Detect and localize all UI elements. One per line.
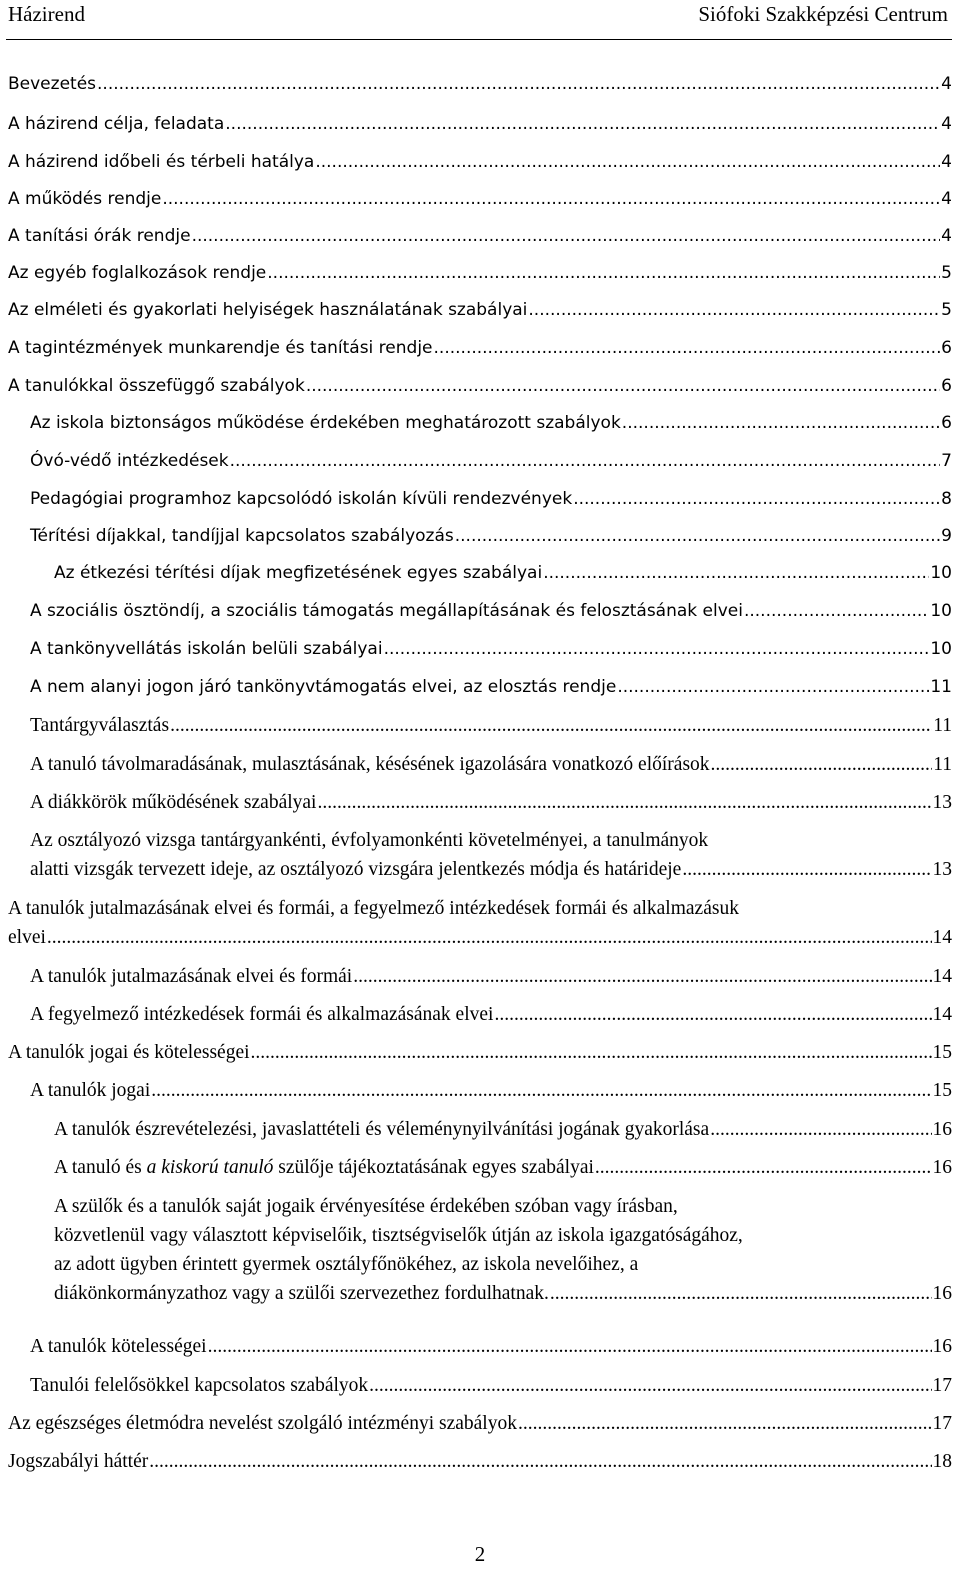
toc-entry-title: Tanulói felelősökkel kapcsolatos szabályok [30,1375,369,1396]
toc-leader-dots [384,635,930,664]
toc-entry-title-line: az adott ügyben érintett gyermek osztályfőnökéhez, az iskola nevelőihez, a [54,1254,639,1275]
toc-entry[interactable] [30,1000,952,1029]
toc-entry-title: diákönkormányzathoz vagy a szülői szervezethez fordulhatnak. [54,1283,549,1304]
toc-leader-dots [710,1115,931,1144]
toc-entry[interactable] [30,711,952,740]
toc-page-number: 10 [930,639,952,659]
toc-leader-dots [149,1447,931,1476]
toc-page-number: 14 [932,927,952,948]
toc-entry[interactable] [30,485,952,514]
toc-entry-title: alatti vizsgák tervezett ideje, az osztályozó vizsgára jelentkezés módja és határideje [30,859,682,880]
toc-leader-dots [267,259,940,288]
toc-entry[interactable] [30,1076,952,1105]
toc-leader-dots [494,1000,931,1029]
toc-entry[interactable] [8,1038,952,1067]
toc-leader-dots [595,1153,932,1182]
toc-entry-title: Az egyéb foglalkozások rendje [8,263,267,283]
toc-leader-dots [455,522,940,551]
toc-entry-title: A diákkörök működésének szabályai [30,792,317,813]
toc-page-number: 11 [933,754,952,775]
toc-entry-title: Az iskola biztonságos működése érdekében meghatározott szabályok [30,413,621,433]
toc-page-number: 18 [932,1451,952,1472]
toc-entry-title: A tanulókkal összefüggő szabályok [8,376,305,396]
toc-entry-title: A fegyelmező intézkedések formái és alkalmazásának elvei [30,1004,494,1025]
toc-entry[interactable] [8,894,952,952]
page-header [0,0,960,40]
toc-entry[interactable] [8,222,952,251]
toc-entry-title: A működés rendje [8,189,162,209]
toc-entry-title: A tanuló távolmaradásának, mulasztásának, késésének igazolására vonatkozó előírások [30,754,710,775]
toc-entry-title-line: A tanulók jutalmazásának elvei és formái, a fegyelmező intézkedések formái és alkalmazásuk [8,898,739,919]
toc-entry-title: A tankönyvellátás iskolán belüli szabályai [30,639,383,659]
toc-page-number: 14 [932,966,952,987]
toc-entry[interactable] [8,70,952,99]
toc-entry[interactable] [30,1332,952,1361]
toc-entry[interactable] [8,148,952,177]
toc-leader-dots [573,485,940,514]
page-number: 2 [474,1542,486,1566]
toc-page-number: 16 [932,1119,952,1140]
toc-entry[interactable] [54,1115,952,1144]
toc-page-number: 10 [930,601,952,621]
toc-entry[interactable] [8,334,952,363]
toc-entry[interactable] [30,788,952,817]
toc-entry[interactable] [30,409,952,438]
toc-entry-title-line: Az osztályozó vizsga tantárgyankénti, évfolyamonkénti követelményei, a tanulmányok [30,830,709,851]
toc-leader-dots [97,70,940,99]
toc-leader-dots [317,788,931,817]
toc-page-number: 5 [941,300,952,320]
toc-page-number: 6 [941,338,952,358]
toc-entry-title: A tanulók észrevételezési, javaslattételi és véleménynyilvánítási jogának gyakorlása [54,1119,710,1140]
toc-entry-title: Az elméleti és gyakorlati helyiségek használatának szabályai [8,300,528,320]
toc-page-number: 11 [930,677,952,697]
toc-page-number: 5 [941,263,952,283]
toc-page-number: 15 [932,1042,952,1063]
toc-page-number: 11 [933,715,952,736]
toc-leader-dots [682,855,931,884]
toc-page-number: 6 [941,376,952,396]
toc-leader-dots [353,962,931,991]
toc-entry[interactable] [30,826,952,884]
toc-entry[interactable] [54,559,952,588]
toc-entry-title: A tanulók jutalmazásának elvei és formái [30,966,353,987]
toc-page-number: 10 [930,563,952,583]
toc-entry-title: A szociális ösztöndíj, a szociális támogatás megállapításának és felosztásának elvei [30,601,743,621]
toc-leader-dots [225,110,940,139]
toc-page-number: 15 [932,1080,952,1101]
toc-entry-title: Az egészséges életmódra nevelést szolgáló intézményi szabályok [8,1413,517,1434]
toc-entry[interactable] [30,447,952,476]
toc-entry[interactable] [8,372,952,401]
toc-entry[interactable] [8,1409,952,1438]
toc-page-number: 13 [932,859,952,880]
toc-entry[interactable] [30,635,952,664]
toc-leader-dots [230,447,941,476]
toc-page-number: 16 [932,1157,952,1178]
toc-entry-title-emphasis: a kiskorú tanuló [146,1157,274,1178]
toc-page-number: 4 [941,226,952,246]
toc-entry-title: Pedagógiai programhoz kapcsolódó iskolán kívüli rendezvények [30,489,573,509]
toc-leader-dots [151,1076,931,1105]
toc-leader-dots [192,222,941,251]
toc-leader-dots [622,409,940,438]
toc-leader-dots [543,559,929,588]
toc-entry[interactable] [8,110,952,139]
toc-entry-title-line: közvetlenül vagy választott képviselőik, tisztségviselők útján az iskola igazgatóságához, [54,1225,743,1246]
toc-entry-title: A házirend célja, feladata [8,114,225,134]
toc-leader-dots [617,673,929,702]
toc-entry[interactable] [30,597,952,626]
toc-leader-dots [170,711,932,740]
toc-leader-dots [47,923,932,952]
header-rule [6,39,952,40]
toc-entry[interactable] [8,185,952,214]
toc-entry-title: A tanulók jogai [30,1080,151,1101]
toc-entry[interactable] [30,1371,952,1400]
toc-entry[interactable] [30,962,952,991]
toc-leader-dots [550,1279,932,1308]
toc-entry-title: A házirend időbeli és térbeli hatálya [8,152,315,172]
toc-entry[interactable] [30,673,952,702]
toc-entry[interactable] [8,259,952,288]
toc-entry-title-part: A tanuló és [54,1157,147,1178]
toc-leader-dots [434,334,941,363]
toc-page-number: 4 [941,152,952,172]
toc-page-number: 17 [932,1375,952,1396]
toc-leader-dots [528,296,940,325]
toc-page-number: 16 [932,1336,952,1357]
toc-leader-dots [251,1038,932,1067]
toc-page-number: 4 [941,189,952,209]
toc-entry-title [54,1153,594,1182]
toc-entry-title: Tantárgyválasztás [30,715,170,736]
header-title-left: Házirend [8,2,85,26]
toc-entry-title: Az étkezési térítési díjak megfizetésének egyes szabályai [54,563,543,583]
toc-entry-title: Jogszabályi háttér [8,1451,149,1472]
toc-leader-dots [518,1409,932,1438]
toc-page-number: 8 [941,489,952,509]
toc-leader-dots [369,1371,931,1400]
toc-entry[interactable] [8,296,952,325]
toc-entry-title: A tanulók jogai és kötelességei [8,1042,250,1063]
toc-leader-dots [711,750,933,779]
toc-entry[interactable] [8,1447,952,1476]
toc-entry-title: A nem alanyi jogon járó tankönyvtámogatás elvei, az elosztás rendje [30,677,617,697]
toc-leader-dots [315,148,940,177]
toc-page-number: 9 [941,526,952,546]
toc-entry-title: elvei [8,927,46,948]
toc-entry[interactable] [54,1153,952,1182]
toc-entry-title: Óvó-védő intézkedések [30,451,229,471]
toc-leader-dots [162,185,940,214]
toc-page-number: 16 [932,1283,952,1304]
header-title-right: Siófoki Szakképzési Centrum [698,2,948,26]
toc-entry-title-part: szülője tájékoztatásának egyes szabályai [273,1157,594,1178]
toc-entry[interactable] [30,750,952,779]
toc-entry-title: Bevezetés [8,74,97,94]
toc-page-number: 7 [941,451,952,471]
toc-entry-title: A tagintézmények munkarendje és tanítási rendje [8,338,433,358]
toc-leader-dots [744,597,929,626]
toc-entry[interactable] [54,1192,952,1308]
toc-page-number: 17 [932,1413,952,1434]
toc-entry-title: A tanítási órák rendje [8,226,191,246]
toc-page-number: 4 [941,74,952,94]
toc-page-number: 14 [932,1004,952,1025]
toc-leader-dots [306,372,940,401]
toc-page-number: 4 [941,114,952,134]
toc-entry-title: A tanulók kötelességei [30,1336,207,1357]
toc-entry-title: Térítési díjakkal, tandíjjal kapcsolatos szabályozás [30,526,454,546]
toc-page-number: 6 [941,413,952,433]
toc-page-number: 13 [932,792,952,813]
toc-entry-title-line: A szülők és a tanulók saját jogaik érvényesítése érdekében szóban vagy írásban, [54,1196,678,1217]
toc-leader-dots [208,1332,932,1361]
toc-entry[interactable] [30,522,952,551]
